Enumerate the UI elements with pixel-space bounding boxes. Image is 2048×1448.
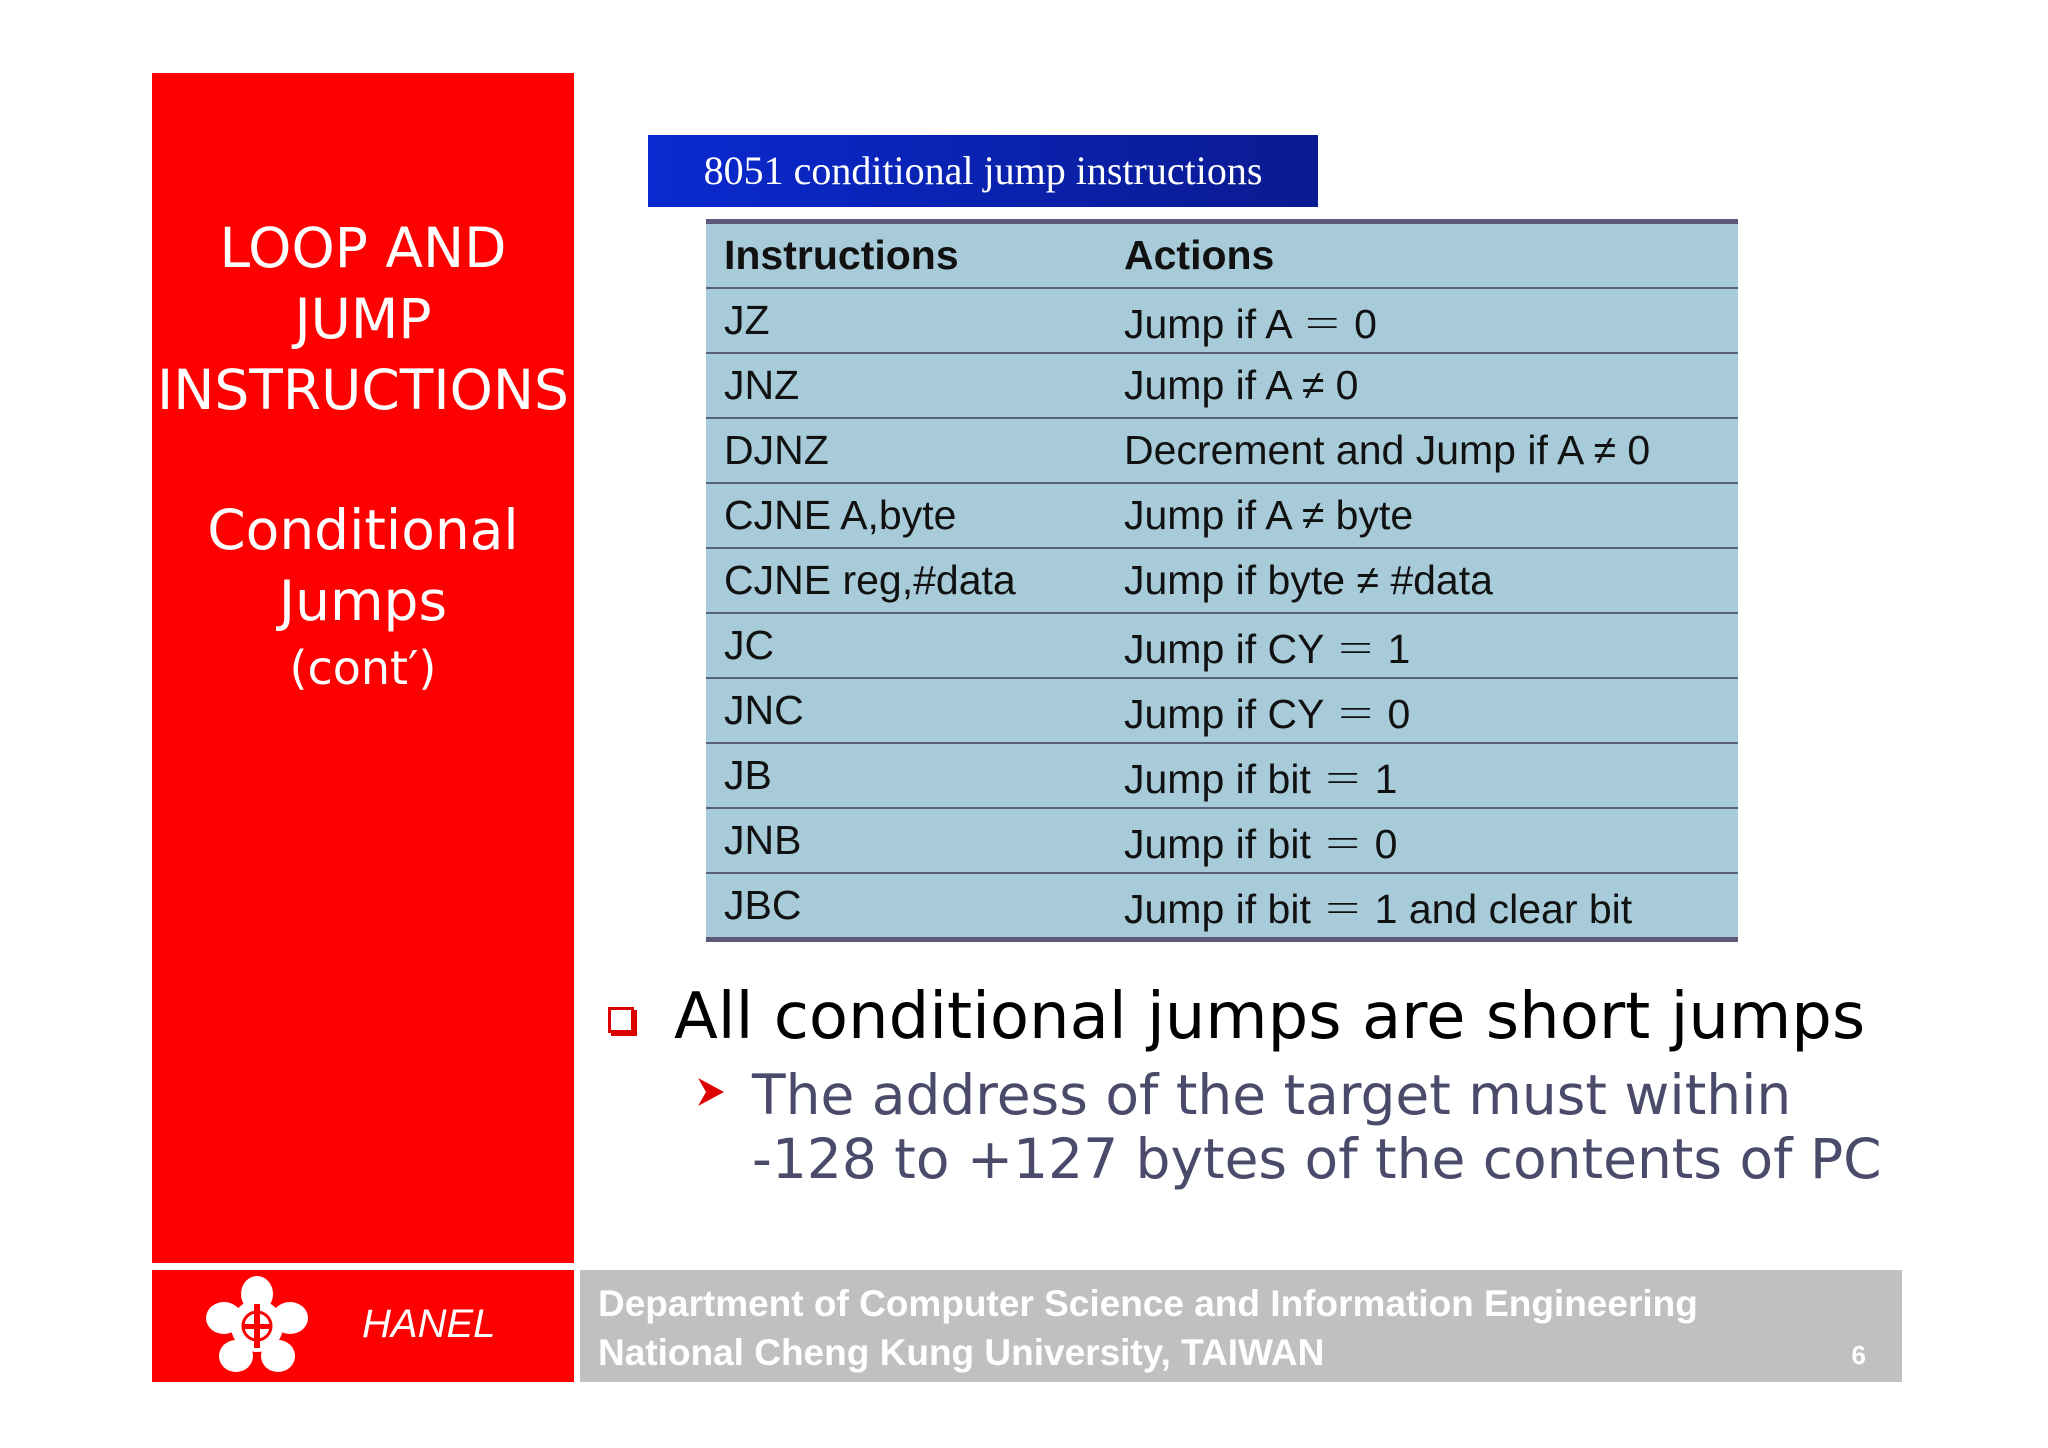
author-label: HANEL <box>362 1302 496 1346</box>
page-number: 6 <box>1851 1340 1866 1370</box>
instruction-cell: CJNE reg,#data <box>724 557 1016 603</box>
instruction-cell: JBC <box>724 882 802 928</box>
table-row <box>706 549 1738 614</box>
square-bullet-icon <box>608 1007 634 1033</box>
section-title-line: JUMP <box>294 287 432 351</box>
action-cell: Jump if bit ＝ 1 <box>1124 756 1398 802</box>
section-title-line: INSTRUCTIONS <box>157 358 569 422</box>
university-seal-icon <box>200 1276 314 1376</box>
sub-bullet <box>696 1063 1882 1191</box>
table-row <box>706 679 1738 744</box>
instruction-cell: JC <box>724 622 775 668</box>
table-row <box>706 614 1738 679</box>
subtitle-line: Jumps <box>278 569 448 633</box>
instruction-cell: JNB <box>724 817 802 863</box>
jump-instructions-table <box>706 219 1738 942</box>
arrow-bullet-icon <box>696 1075 726 1109</box>
section-title <box>152 213 574 426</box>
table-row <box>706 874 1738 937</box>
action-cell: Jump if CY ＝ 0 <box>1124 691 1411 737</box>
header-instructions: Instructions <box>724 232 959 278</box>
table-row <box>706 419 1738 484</box>
table-row <box>706 289 1738 354</box>
header-actions: Actions <box>1124 232 1275 278</box>
action-cell: Jump if A ＝ 0 <box>1124 301 1377 347</box>
table-caption: 8051 conditional jump instructions <box>648 135 1318 207</box>
section-title-line: LOOP AND <box>219 216 507 280</box>
action-cell: Jump if CY ＝ 1 <box>1124 626 1411 672</box>
sub-bullet-line: -128 to +127 bytes of the contents of PC <box>752 1127 1882 1191</box>
table-row <box>706 744 1738 809</box>
sub-bullet-line: The address of the target must within <box>752 1063 1792 1127</box>
action-cell: Jump if bit ＝ 0 <box>1124 821 1398 867</box>
table-row <box>706 809 1738 874</box>
subtitle-line: Conditional <box>207 498 519 562</box>
footer-bar <box>580 1270 1902 1382</box>
footer-university: National Cheng Kung University, TAIWAN <box>598 1332 1325 1373</box>
action-cell: Jump if A ≠ 0 <box>1124 362 1359 408</box>
instruction-cell: JB <box>724 752 772 798</box>
main-bullet-text: All conditional jumps are short jumps <box>674 980 1866 1054</box>
subtitle-cont: (cont′) <box>289 641 437 695</box>
table-row <box>706 484 1738 549</box>
action-cell: Jump if bit ＝ 1 and clear bit <box>1124 886 1633 932</box>
section-subtitle <box>152 495 574 699</box>
table-header-row <box>706 224 1738 289</box>
instruction-cell: DJNZ <box>724 427 829 473</box>
instruction-cell: JNC <box>724 687 804 733</box>
instruction-cell: CJNE A,byte <box>724 492 957 538</box>
logo-bar <box>152 1270 574 1382</box>
instruction-cell: JNZ <box>724 362 800 408</box>
action-cell: Decrement and Jump if A ≠ 0 <box>1124 427 1651 473</box>
footer-department: Department of Computer Science and Information Engineering <box>598 1283 1698 1324</box>
table-row <box>706 354 1738 419</box>
instruction-cell: JZ <box>724 297 770 343</box>
action-cell: Jump if A ≠ byte <box>1124 492 1414 538</box>
main-bullet <box>608 980 1865 1054</box>
action-cell: Jump if byte ≠ #data <box>1124 557 1493 603</box>
sidebar <box>152 73 574 1263</box>
